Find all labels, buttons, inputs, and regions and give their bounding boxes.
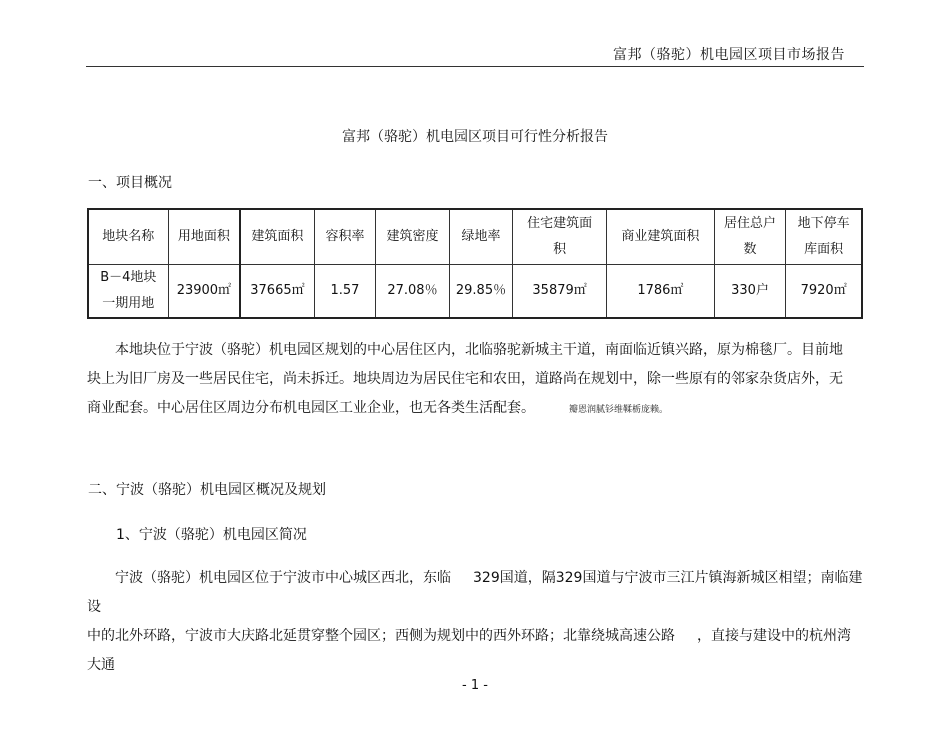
table-cell: 1.57 [314, 265, 375, 319]
watermark-text: 瓣恩润腻钐维鞣栃庞赖。 [569, 405, 669, 415]
header-cell: 住宅建筑面 积 [513, 209, 607, 265]
plot-name-cell: B－4地块 一期用地 [88, 265, 168, 319]
section-heading-park-overview: 二、宁波（骆驼）机电园区概况及规划 [88, 482, 326, 498]
overview-paragraph [87, 336, 863, 425]
page-number: - 1 - [462, 678, 488, 693]
paragraph-line: 本地块位于宁波（骆驼）机电园区规划的中心居住区内，北临骆驼新城主干道，南面临近镇兴路，原为棉毯厂。目前地 [115, 342, 843, 358]
header-cell: 容积率 [314, 209, 375, 265]
header-cell: 建筑密度 [376, 209, 450, 265]
header-cell: 用地面积 [168, 209, 240, 265]
table-cell: 37665㎡ [240, 265, 314, 319]
paragraph-line: 块上为旧厂房及一些居民住宅，尚未拆迁。地块周边为居民住宅和农田，道路尚在规划中，除一些原有的邻家杂货店外，无 [87, 371, 843, 387]
paragraph-line: 中的北外环路，宁波市大庆路北延贯穿整个园区；西侧为规划中的西外环路；北靠绕城高速公路 ，直接与建设中的杭州湾大通 [87, 628, 851, 673]
section-heading-overview: 一、项目概况 [88, 175, 172, 191]
project-overview-table [87, 208, 863, 319]
header-cell: 地下停车 库面积 [786, 209, 862, 265]
document-title: 富邦（骆驼）机电园区项目可行性分析报告 [342, 129, 608, 145]
table-cell: 29.85％ [449, 265, 512, 319]
table-cell: 23900㎡ [168, 265, 240, 319]
park-brief-paragraph [87, 564, 863, 680]
table-row [88, 265, 862, 319]
table-cell: 1786㎡ [606, 265, 714, 319]
header-cell: 绿地率 [449, 209, 512, 265]
header-cell: 地块名称 [88, 209, 168, 265]
header-cell: 居住总户 数 [714, 209, 786, 265]
subsection-heading-park-brief: 1、宁波（骆驼）机电园区简况 [116, 527, 307, 543]
paragraph-line: 宁波（骆驼）机电园区位于宁波市中心城区西北，东临 329国道，隔329国道与宁波市三江片镇海新城区相望；南临建设 [87, 570, 863, 615]
table-header-row [88, 209, 862, 265]
header-cell: 商业建筑面积 [606, 209, 714, 265]
table-cell: 35879㎡ [513, 265, 607, 319]
header-divider [86, 66, 864, 67]
table-cell: 330户 [714, 265, 786, 319]
running-header-title: 富邦（骆驼）机电园区项目市场报告 [613, 47, 845, 63]
paragraph-line: 商业配套。中心居住区周边分布机电园区工业企业，也无各类生活配套。 瓣恩润腻钐维鞣栃庞赖。 [87, 400, 669, 416]
table-cell: 7920㎡ [786, 265, 862, 319]
header-cell: 建筑面积 [240, 209, 314, 265]
table-cell: 27.08％ [376, 265, 450, 319]
